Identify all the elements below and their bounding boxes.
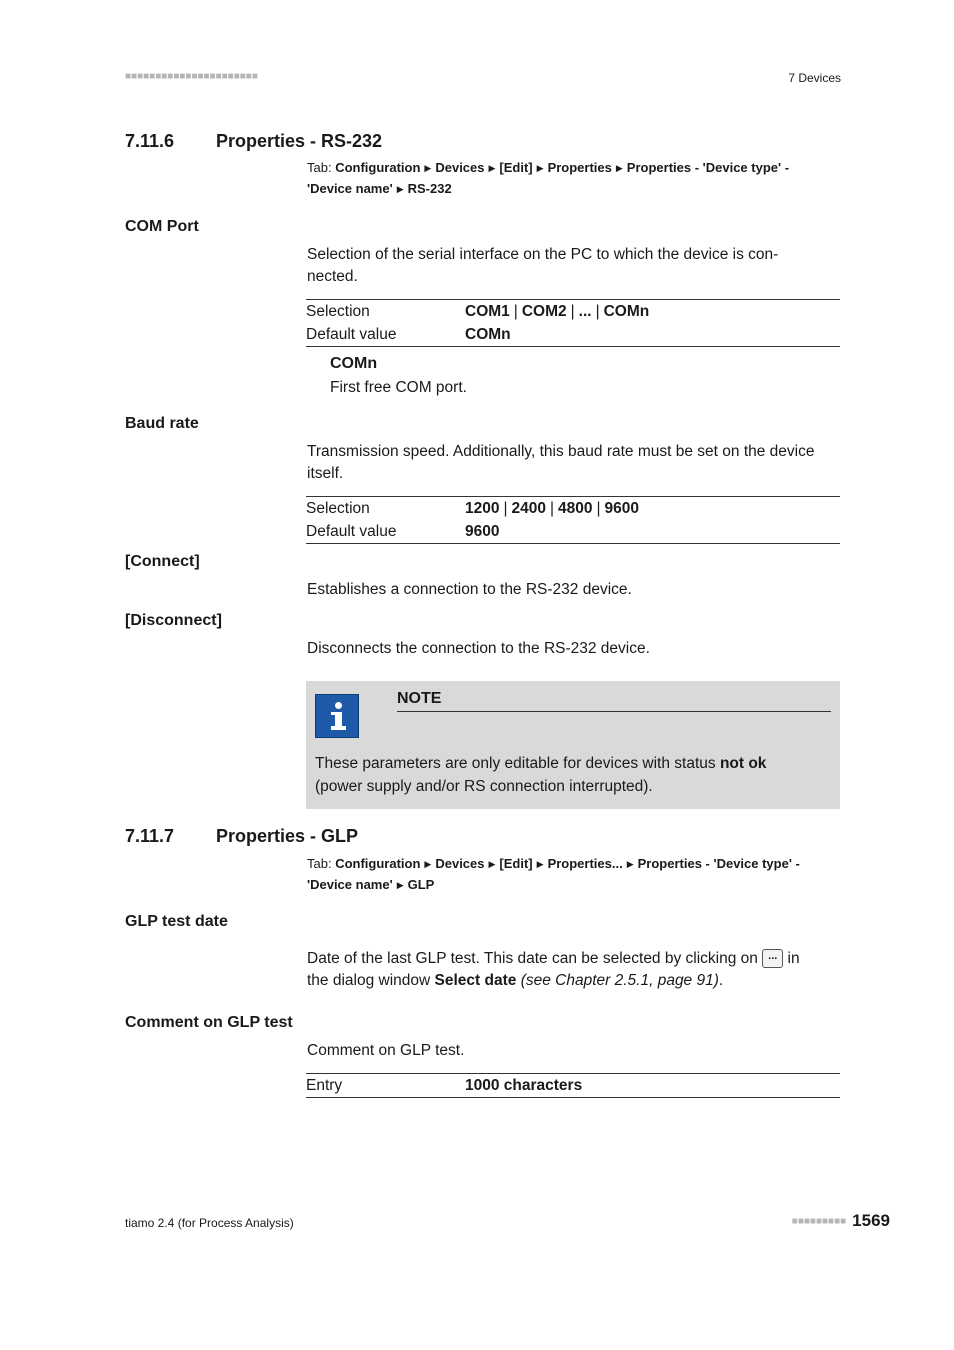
baud-rate-table [306, 496, 840, 544]
arrow-right-icon: ▶ [424, 163, 432, 173]
param-heading-disconnect: [Disconnect] [125, 612, 222, 629]
arrow-right-icon: ▶ [536, 859, 544, 869]
table-row [306, 497, 840, 520]
path-item: Configuration [335, 160, 421, 175]
ellipsis-button: ... [762, 949, 783, 968]
chapter-reference: (see Chapter 2.5.1, page 91) [520, 972, 719, 989]
table-value: 1000 characters [465, 1077, 583, 1094]
option: 2400 [511, 500, 546, 517]
arrow-right-icon: ▶ [488, 163, 496, 173]
footer-product: tiamo 2.4 (for Process Analysis) [125, 1216, 294, 1230]
baud-rate-description [307, 441, 842, 485]
desc-part: . [718, 972, 724, 989]
disconnect-description: Disconnects the connection to the RS-232 device. [307, 640, 650, 657]
header-decoration: ■■■■■■■■■■■■■■■■■■■■■■ [125, 71, 258, 82]
path-item: Properties - 'Device type' - [626, 160, 790, 175]
path-item: Properties... [547, 856, 623, 871]
arrow-right-icon: ▶ [396, 880, 404, 890]
glp-test-date-description [307, 948, 847, 992]
param-heading-baud-rate: Baud rate [125, 415, 199, 432]
arrow-right-icon: ▶ [626, 859, 634, 869]
param-heading-glp-comment: Comment on GLP test [125, 1014, 293, 1031]
param-heading-com-port: COM Port [125, 218, 199, 235]
path-item: RS-232 [407, 181, 452, 196]
option: COM1 [465, 303, 510, 320]
section-number: 7.11.6 [125, 131, 175, 151]
path-item: Properties [547, 160, 612, 175]
note-text [315, 752, 835, 798]
path-item: 'Device name' [307, 181, 393, 196]
table-key: Selection [306, 500, 370, 517]
table-row [306, 323, 840, 346]
table-row [306, 1074, 840, 1097]
glp-comment-table [306, 1073, 840, 1098]
table-value: 1200 | 2400 | 4800 | 9600 [465, 500, 640, 517]
desc-line: nected. [307, 268, 358, 285]
param-heading-connect: [Connect] [125, 553, 200, 570]
section-title: Properties - GLP [216, 826, 359, 846]
page-number: 1569 [852, 1211, 890, 1230]
tab-prefix: Tab: [307, 160, 332, 175]
table-key: Entry [306, 1077, 343, 1094]
section-heading-rs232 [125, 131, 382, 152]
note-text-part: These parameters are only editable for devices with status [315, 755, 720, 772]
note-text-part: (power supply and/or RS connection interrupted). [315, 778, 653, 795]
note-text-bold: not ok [719, 755, 767, 772]
com-port-table [306, 299, 840, 347]
tab-path-rs232 [307, 158, 842, 200]
connect-description: Establishes a connection to the RS-232 device. [307, 581, 632, 598]
table-key: Default value [306, 523, 397, 540]
path-item: 'Device name' [307, 877, 393, 892]
note-title: NOTE [397, 690, 831, 712]
arrow-right-icon: ▶ [536, 163, 544, 173]
path-item: Devices [435, 856, 485, 871]
arrow-right-icon: ▶ [488, 859, 496, 869]
path-item: Properties - 'Device type' - [637, 856, 800, 871]
section-heading-glp [125, 826, 358, 847]
tab-prefix: Tab: [307, 856, 332, 871]
note-box [306, 681, 840, 809]
path-item: [Edit] [499, 856, 533, 871]
info-icon [315, 694, 359, 738]
param-heading-glp-test-date: GLP test date [125, 913, 228, 930]
option: 1200 [465, 500, 500, 517]
arrow-right-icon: ▶ [615, 163, 623, 173]
desc-part: Date of the last GLP test. This date can be selected by clicking on [307, 950, 758, 967]
section-title: Properties - RS-232 [216, 131, 383, 151]
table-key: Selection [306, 303, 370, 320]
desc-line: itself. [307, 465, 344, 482]
path-item: [Edit] [499, 160, 533, 175]
table-value: COM1 | COM2 | ... | COMn [465, 303, 650, 320]
path-item: Configuration [335, 856, 421, 871]
option: ... [578, 303, 592, 320]
desc-line: Transmission speed. Additionally, this baud rate must be set on the device [307, 443, 815, 460]
path-item: Devices [435, 160, 485, 175]
desc-part: in [787, 950, 800, 967]
footer-page [792, 1211, 890, 1231]
desc-line: Selection of the serial interface on the PC to which the device is con- [307, 246, 779, 263]
table-key: Default value [306, 326, 397, 343]
option: 9600 [604, 500, 640, 517]
path-item: GLP [407, 877, 435, 892]
tab-path-glp [307, 854, 842, 896]
option: 4800 [558, 500, 593, 517]
chapter-label: 7 Devices [788, 71, 841, 85]
section-number: 7.11.7 [125, 826, 175, 846]
com-port-description [307, 244, 842, 288]
table-value: COMn [465, 326, 511, 343]
glp-comment-description: Comment on GLP test. [307, 1042, 465, 1059]
option-description: First free COM port. [330, 379, 467, 396]
option-name: COMn [330, 355, 378, 372]
table-row [306, 520, 840, 543]
arrow-right-icon: ▶ [396, 184, 404, 194]
arrow-right-icon: ▶ [424, 859, 432, 869]
footer-decoration: ■■■■■■■■■ [791, 1216, 847, 1227]
table-row [306, 300, 840, 323]
desc-part: the dialog window [307, 972, 435, 989]
option: COMn [603, 303, 650, 320]
desc-bold: Select date [434, 972, 517, 989]
option: COM2 [521, 303, 567, 320]
table-value: 9600 [465, 523, 500, 540]
